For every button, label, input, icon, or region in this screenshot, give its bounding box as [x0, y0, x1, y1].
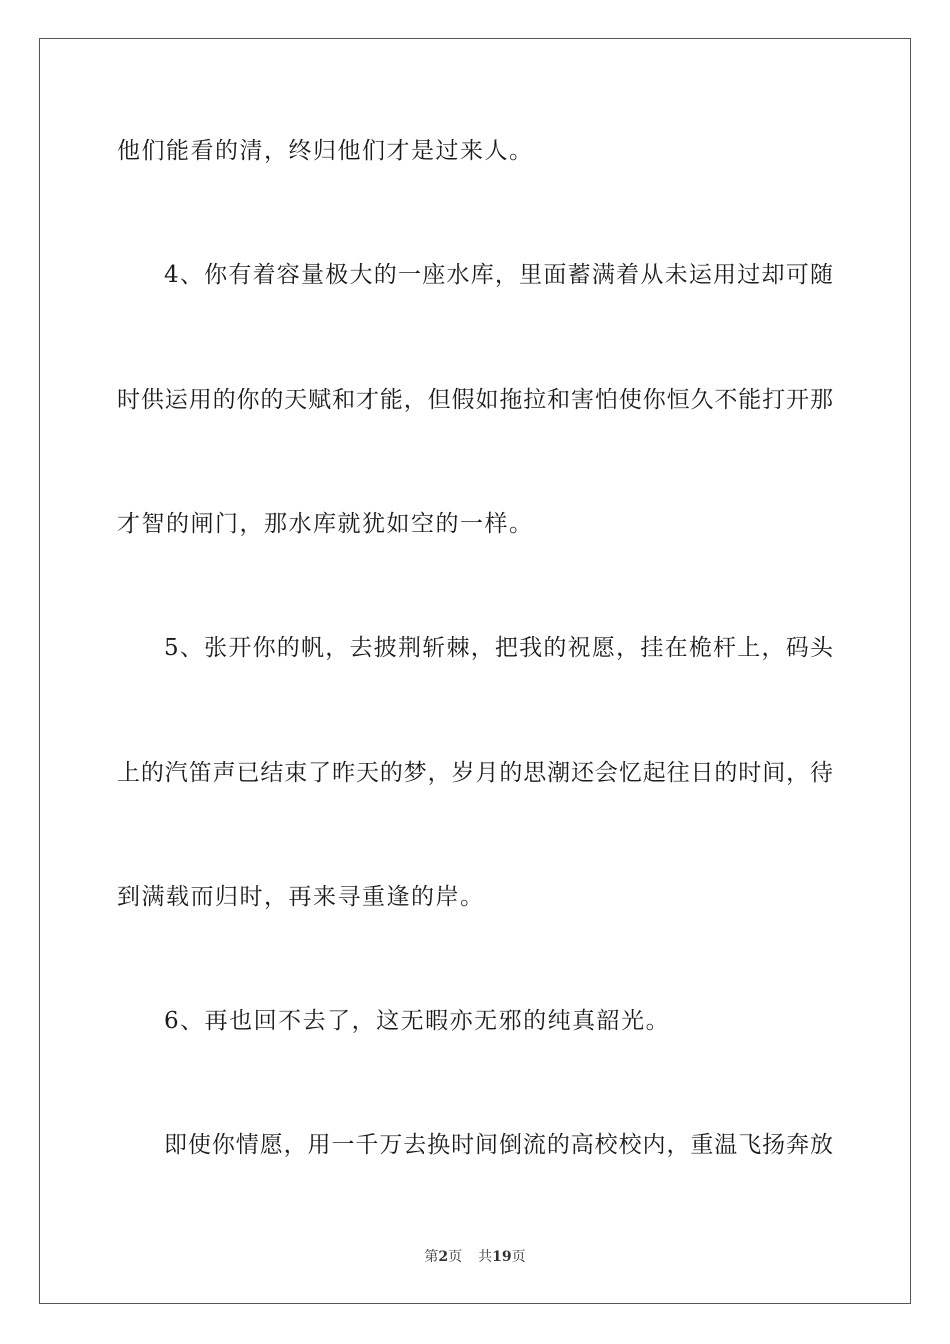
footer-total-suffix: 页 [511, 1249, 526, 1265]
text-line-4: 才智的闸门，那水库就犹如空的一样。 [117, 511, 534, 537]
page-footer [0, 1246, 950, 1266]
footer-page-suffix: 页 [448, 1249, 463, 1265]
text-line-7: 到满载而归时，再来寻重逢的岸。 [117, 884, 485, 910]
footer-total-pages: 19 [492, 1249, 512, 1265]
text-line-1: 他们能看的清，终归他们才是过来人。 [117, 138, 534, 164]
footer-page-prefix: 第 [424, 1249, 439, 1265]
text-line-5: 5、张开你的帆，去披荆斩棘，把我的祝愿，挂在桅杆上，码头 [164, 635, 833, 661]
text-line-9: 即使你情愿，用一千万去换时间倒流的高校校内，重温飞扬奔放 [164, 1132, 833, 1158]
text-line-8: 6、再也回不去了，这无暇亦无邪的纯真韶光。 [164, 1008, 671, 1034]
page-border [39, 38, 911, 1304]
text-line-3: 时供运用的你的天赋和才能，但假如拖拉和害怕使你恒久不能打开那 [117, 387, 833, 413]
footer-page-number: 2 [438, 1249, 449, 1265]
text-line-6: 上的汽笛声已结束了昨天的梦，岁月的思潮还会忆起往日的时间，待 [117, 760, 833, 786]
text-line-2: 4、你有着容量极大的一座水库，里面蓄满着从未运用过却可随 [164, 262, 833, 288]
footer-total-prefix: 共 [478, 1249, 493, 1265]
